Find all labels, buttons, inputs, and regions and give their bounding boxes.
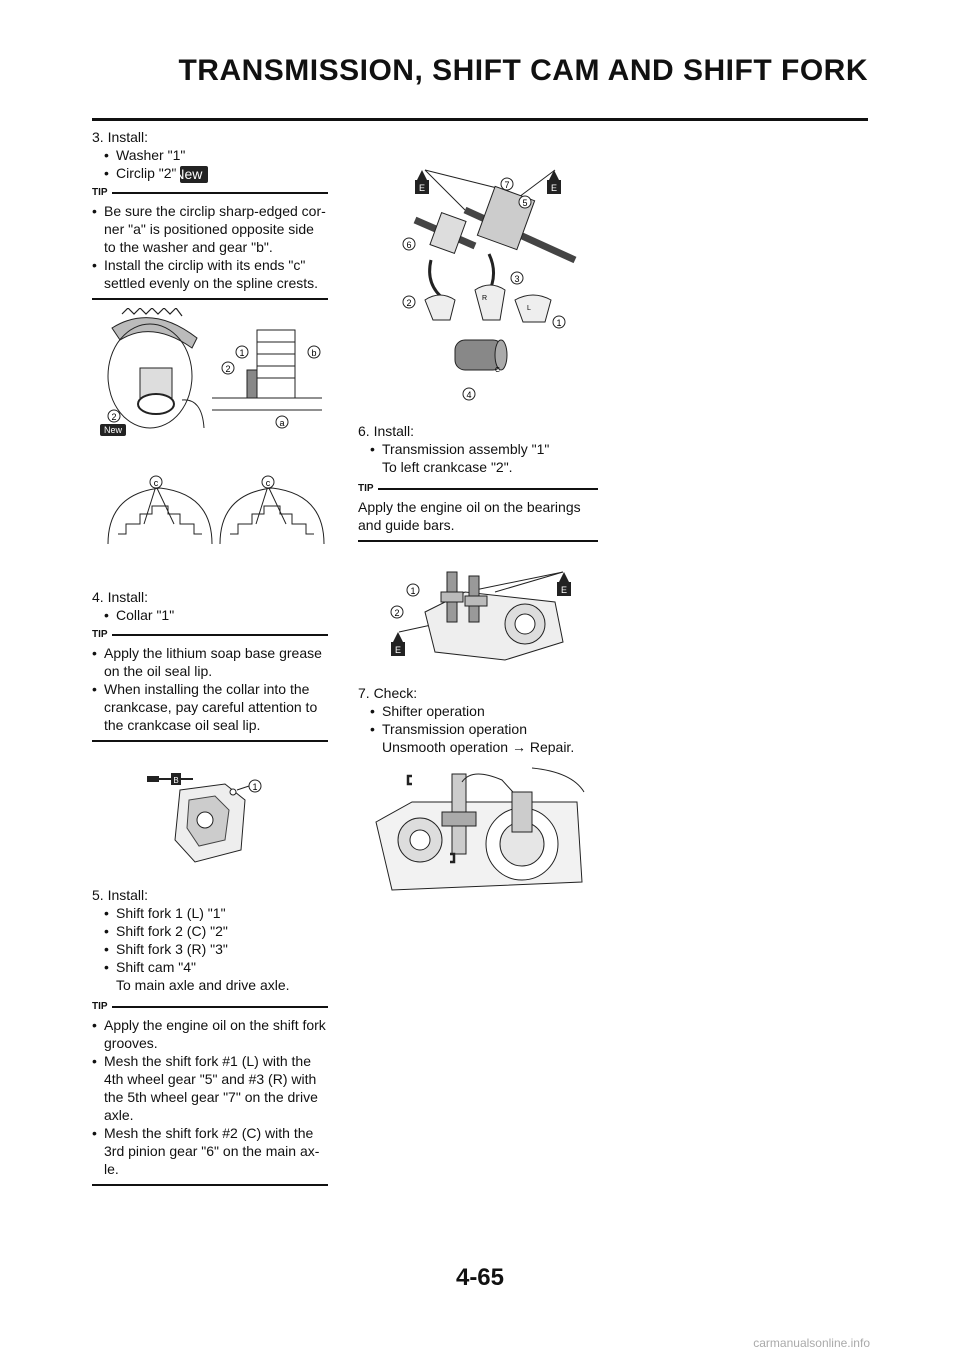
callout-2b: 2	[111, 412, 117, 422]
step5-item-2: • Shift fork 2 (C) "2"	[104, 922, 332, 940]
step3-block	[92, 128, 332, 183]
tip-header: TIP	[358, 482, 598, 496]
callout-2: 2	[406, 298, 412, 308]
callout-a: a	[279, 418, 285, 428]
step7-item-1: • Shifter operation	[370, 702, 618, 720]
step6-item-1: • Transmission assembly "1"	[370, 440, 598, 458]
operation-check-figure	[372, 762, 587, 894]
oil-e-label-1: E	[560, 585, 568, 595]
callout-5: 5	[522, 198, 528, 208]
shift-fork-assembly-figure	[395, 150, 585, 410]
step5-tip-2: • Mesh the shift fork #1 (L) with the 4th wheel gear "5" and #3 (R) with the 5th wheel gear "7" on the drive axle.	[92, 1052, 328, 1124]
step5-tip-3: • Mesh the shift fork #2 (C) with the 3rd pinion gear "6" on the main ax-le.	[92, 1124, 328, 1178]
grease-b-label: B	[173, 776, 179, 785]
callout-1: 1	[556, 318, 562, 328]
page-title: TRANSMISSION, SHIFT CAM AND SHIFT FORK	[178, 54, 868, 87]
step4-tip	[92, 628, 328, 742]
header-rule	[92, 118, 868, 121]
oil-e-label-1: E	[418, 183, 426, 193]
callout-c2: c	[265, 478, 271, 488]
step4-tip-1: • Apply the lithium soap base grease on the oil seal lip.	[92, 644, 328, 680]
tip-header: TIP	[92, 1000, 328, 1014]
callout-1: 1	[252, 782, 258, 792]
callout-7: 7	[504, 180, 510, 190]
watermark: carmanualsonline.info	[753, 1336, 870, 1350]
callout-c1: c	[153, 478, 159, 488]
step5-item-4: • Shift cam "4"	[104, 958, 332, 976]
step5-tip	[92, 1000, 328, 1186]
step3-item-1: • Washer "1"	[104, 146, 332, 164]
step3-tip	[92, 186, 328, 300]
step6-block	[358, 422, 598, 476]
step3-item-2: • Circlip "2" New	[104, 164, 332, 183]
tip-header: TIP	[92, 186, 328, 200]
step4-tip-2: • When installing the collar into the crankcase, pay careful attention to the crankcase oil seal lip.	[92, 680, 328, 734]
step7-title: 7. Check:	[358, 685, 418, 701]
oil-e-label-2: E	[394, 645, 402, 655]
new-badge: New	[180, 166, 208, 183]
spline-crest-figure	[100, 474, 325, 549]
callout-3: 3	[514, 274, 520, 284]
left-crankcase-figure	[385, 552, 575, 662]
oil-e-label-2: E	[550, 183, 558, 193]
callout-4: 4	[466, 390, 472, 400]
step4-title: 4. Install:	[92, 589, 149, 605]
step5-block	[92, 886, 332, 994]
tip-header: TIP	[92, 628, 328, 642]
step6-tip	[358, 482, 598, 542]
new-badge-small: New	[100, 424, 126, 436]
step3-tip-2: • Install the circlip with its ends "c" settled evenly on the spline crests.	[92, 256, 328, 292]
fork-label-r: R	[482, 295, 488, 302]
step4-item-1: • Collar "1"	[104, 606, 332, 624]
step7-item-2: • Transmission operation	[370, 720, 618, 738]
step5-note: To main axle and drive axle.	[116, 977, 290, 993]
cam-label-c: C	[495, 367, 501, 374]
collar-crankcase-figure	[145, 770, 275, 870]
callout-6: 6	[406, 240, 412, 250]
step6-tip-text: Apply the engine oil on the bearings and guide bars.	[358, 499, 581, 533]
circlip-gear-figure	[92, 308, 332, 443]
callout-1: 1	[410, 586, 416, 596]
step5-item-3: • Shift fork 3 (R) "3"	[104, 940, 332, 958]
fork-label-l: L	[527, 305, 531, 312]
step5-item-1: • Shift fork 1 (L) "1"	[104, 904, 332, 922]
page-number: 4-65	[455, 1264, 505, 1291]
step7-block	[358, 684, 618, 756]
step7-note: Unsmooth operation → Repair.	[382, 739, 575, 755]
callout-2: 2	[225, 364, 231, 374]
step5-tip-1: • Apply the engine oil on the shift fork grooves.	[92, 1016, 328, 1052]
step6-title: 6. Install:	[358, 423, 415, 439]
step4-block	[92, 588, 332, 624]
step5-title: 5. Install:	[92, 887, 149, 903]
step3-tip-1: • Be sure the circlip sharp-edged cor-ner "a" is positioned opposite side to the washer and gear "b".	[92, 202, 328, 256]
step6-note: To left crankcase "2".	[382, 459, 513, 475]
step3-title: 3. Install:	[92, 129, 149, 145]
callout-b: b	[311, 348, 317, 358]
callout-2: 2	[394, 608, 400, 618]
callout-1: 1	[239, 348, 245, 358]
